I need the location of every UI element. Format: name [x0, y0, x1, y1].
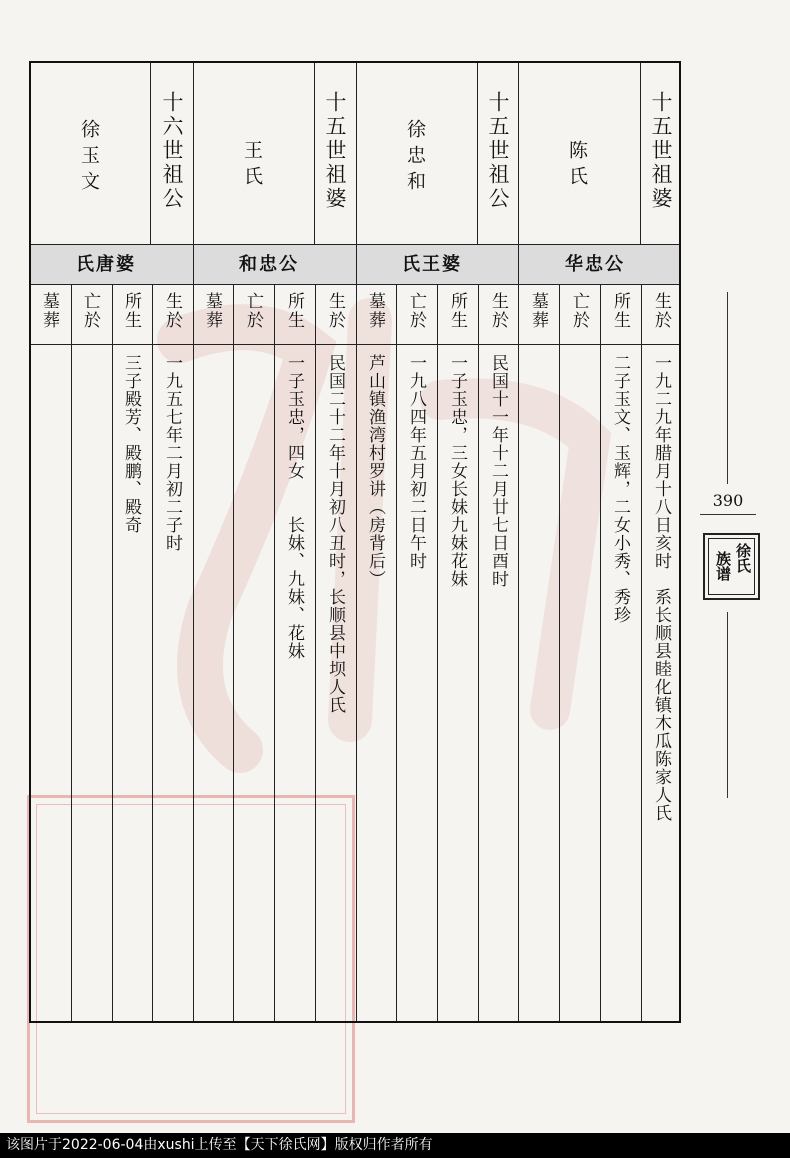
logo-text-book: 族谱 — [714, 551, 732, 581]
born-value: 民国二十二年十月初八丑时，长顺县中坝人氏 — [325, 354, 345, 714]
spouse-label: 和忠公 — [239, 254, 299, 275]
generation-label: 十六世祖公 — [160, 91, 184, 211]
children-value: 二子玉文、玉辉，二女小秀、秀珍 — [610, 354, 630, 624]
spouse-label: 华忠公 — [565, 254, 625, 275]
person-name: 王氏 — [241, 140, 263, 192]
spouse-label: 氏王婆 — [402, 254, 462, 275]
died-label: 亡於 — [80, 292, 100, 330]
genealogy-table — [29, 61, 681, 1023]
children-label: 所生 — [447, 292, 467, 330]
born-value: 民国十一年十二月廿七日酉时 — [488, 354, 508, 588]
children-label: 所生 — [284, 292, 304, 330]
children-value: 一子玉忠，三女长妹九妹花妹 — [447, 354, 467, 588]
generation-label: 十五世祖公 — [486, 91, 510, 211]
person-name: 徐忠和 — [404, 119, 426, 197]
generation-label: 十五世祖婆 — [649, 91, 673, 211]
burial-label: 墓葬 — [202, 292, 222, 330]
burial-label: 墓葬 — [528, 292, 548, 330]
generation-label: 十五世祖婆 — [323, 91, 347, 211]
born-label: 生於 — [162, 292, 182, 330]
children-value: 一子玉忠，四女 长妹、九妹、花妹 — [284, 354, 304, 660]
died-label: 亡於 — [243, 292, 263, 330]
margin-rule-bottom — [727, 612, 728, 798]
born-label: 生於 — [325, 292, 345, 330]
upload-notice-footer: 该图片于2022-06-04由xushi上传至【天下徐氏网】版权归作者所有 — [0, 1133, 790, 1158]
born-value: 一九二九年腊月十八日亥时 系长顺县睦化镇木瓜陈家人氏 — [651, 354, 671, 822]
page-number: 390 — [712, 491, 744, 510]
logo-text-surname: 徐氏 — [734, 543, 752, 573]
children-label: 所生 — [121, 292, 141, 330]
person-name: 徐玉文 — [78, 119, 100, 197]
burial-value: 芦山镇渔湾村罗讲（房背后） — [365, 354, 385, 588]
page-number-rule — [700, 514, 756, 515]
died-value: 一九八四年五月初二日午时 — [406, 354, 426, 570]
person-name: 陈氏 — [566, 140, 588, 192]
born-label: 生於 — [488, 292, 508, 330]
burial-label: 墓葬 — [365, 292, 385, 330]
children-value: 三子殿芳、殿鹏、殿奇 — [121, 354, 141, 534]
born-value: 一九五七年二月初二子时 — [162, 354, 182, 552]
born-label: 生於 — [651, 292, 671, 330]
genealogy-logo — [703, 533, 760, 600]
margin-rule-top — [727, 292, 728, 484]
died-label: 亡於 — [569, 292, 589, 330]
died-label: 亡於 — [406, 292, 426, 330]
spouse-label: 氏唐婆 — [76, 254, 136, 275]
burial-label: 墓葬 — [39, 292, 59, 330]
children-label: 所生 — [610, 292, 630, 330]
